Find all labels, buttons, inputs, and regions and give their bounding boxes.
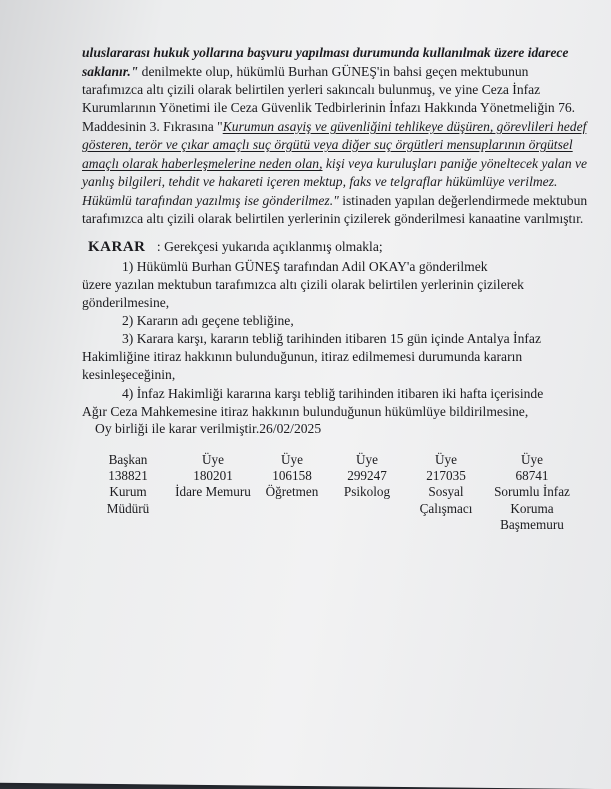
para-line-10 [82, 210, 583, 227]
signatory-number: 217035 [426, 468, 466, 484]
signatory-title: Çalışmacı [419, 500, 473, 516]
signatory-3 [254, 452, 330, 501]
karar-item-3-line-2 [82, 348, 522, 365]
karar-heading [88, 238, 383, 256]
para-line-2 [82, 63, 528, 80]
signatory-5 [408, 452, 484, 517]
karar-intro: : Gerekçesi yukarıda açıklanmış olmakla; [156, 239, 383, 254]
signatory-number: 68741 [515, 468, 549, 484]
signatory-title: Müdürü [106, 500, 150, 516]
signatory-number: 180201 [193, 468, 233, 484]
para-line-3-text: tarafımızca altı çizili olarak belirtilen yerleri sakıncalı bulunmuş, ve yine Ceza İnfaz [82, 82, 541, 97]
karar-item-1-text-3: gönderilmesine, [82, 295, 170, 310]
karar-item-2-text: 2) Kararın adı geçene tebliğine, [122, 313, 294, 328]
signatory-4 [335, 452, 399, 501]
para-line-5-underlined: Kurumun asayiş ve güvenliğini tehlikeye düşüren, görevlileri hedef [222, 119, 587, 134]
signatory-number: 106158 [272, 468, 312, 484]
karar-item-3-text-1: 3) Karara karşı, kararın tebliğ tarihinden itibaren 15 gün içinde Antalya İnfaz [122, 331, 541, 346]
para-line-8-text: yanlış bilgileri, tehdit ve hakareti içeren mektup, faks ve telgraflar hükümlüye verilmez. [82, 174, 558, 189]
para-line-2-rest: denilmekte olup, hükümlü Burhan GÜNEŞ'in bahsi geçen mektubunun [138, 64, 529, 79]
signatory-title: Öğretmen [265, 484, 319, 500]
karar-label: KARAR [88, 239, 146, 255]
signatory-title: Psikolog [343, 484, 391, 500]
signatory-role: Başkan [108, 452, 148, 467]
decision-date-text: Oy birliği ile karar verilmiştir.26/02/2025 [95, 421, 322, 436]
signatory-title: İdare Memuru [175, 484, 251, 500]
karar-item-3-line-3 [82, 366, 175, 383]
signatory-2 [168, 452, 258, 501]
para-line-5-plain: Maddesinin 3. Fıkrasına " [82, 119, 223, 134]
para-line-7-underlined: amaçlı olarak haberleşmelerine neden olan, [82, 156, 323, 171]
signatory-role: Üye [356, 452, 378, 467]
signatory-1 [98, 452, 158, 517]
karar-item-1-text-1: 1) Hükümlü Burhan GÜNEŞ tarafından Adil OKAY'a gönderilmek [122, 259, 488, 274]
signatory-title: Kurum [109, 484, 147, 500]
para-line-3 [82, 81, 540, 98]
signatory-number: 299247 [347, 468, 387, 484]
karar-item-3-line-1 [122, 330, 541, 347]
para-line-6 [82, 136, 573, 153]
signatory-6 [484, 452, 580, 533]
para-line-6-underlined: gösteren, terör ve çıkar amaçlı suç örgütü veya diğer suç örgütleri mensuplarının örgütsel [82, 137, 573, 152]
signatory-role: Üye [281, 452, 303, 467]
karar-item-1-line-1 [122, 258, 488, 275]
karar-item-3-text-3: kesinleşeceğinin, [82, 367, 176, 382]
karar-item-4-line-2 [82, 403, 528, 420]
decision-date-line [95, 420, 321, 437]
para-line-4-text: Kurumlarının Yönetimi ile Ceza Güvenlik Tedbirlerinin İnfazı Hakkında Yönetmeliğin 76. [82, 100, 576, 115]
signatory-title: Sorumlu İnfaz [494, 484, 570, 500]
karar-item-3-text-2: Hakimliğine itiraz hakkının bulunduğunun, itiraz edilmemesi durumunda kararın [82, 349, 523, 364]
signatory-title: Başmemuru [500, 516, 564, 532]
para-line-9-rest: istinaden yapılan değerlendirmede mektubun [338, 193, 588, 208]
para-line-10-text: tarafımızca altı çizili olarak belirtilen yerlerinin çizilerek gönderilmesi kanaatine varılmıştır. [82, 211, 584, 226]
signatory-title: Koruma [510, 500, 554, 516]
signatory-role: Üye [521, 452, 543, 467]
para-line-7-italic: kişi veya kuruluşları paniğe yöneltecek yalan ve [322, 156, 588, 171]
karar-item-1-line-3 [82, 294, 169, 311]
karar-item-4-line-1 [122, 385, 543, 402]
signatory-title: Sosyal [428, 484, 464, 500]
para-line-5 [82, 118, 586, 135]
signatory-role: Üye [202, 452, 224, 467]
para-line-1-text: uluslararası hukuk yollarına başvuru yapılması durumunda kullanılmak üzere idarece [82, 45, 569, 60]
signatory-role: Üye [435, 452, 457, 467]
para-line-9 [82, 192, 587, 209]
signatory-number: 138821 [108, 468, 148, 484]
para-line-9-italic: Hükümlü tarafından yazılmış ise gönderilmez." [82, 193, 339, 208]
karar-item-4-text-2: Ağır Ceza Mahkemesine itiraz hakkının bulunduğunun hükümlüye bildirilmesine, [82, 404, 529, 419]
para-line-8 [82, 173, 557, 190]
karar-item-4-text-1: 4) İnfaz Hakimliği kararına karşı tebliğ tarihinden itibaren iki hafta içerisinde [122, 386, 544, 401]
para-line-1 [82, 44, 569, 61]
karar-item-2 [122, 312, 294, 329]
para-line-4 [82, 99, 575, 116]
karar-item-1-text-2: üzere yazılan mektubun tarafımızca altı çizili olarak belirtilen yerlerinin çizilerek [82, 277, 524, 292]
karar-item-1-line-2 [82, 276, 524, 293]
para-line-7 [82, 155, 587, 172]
para-line-2-bold: saklanır." [82, 64, 139, 79]
